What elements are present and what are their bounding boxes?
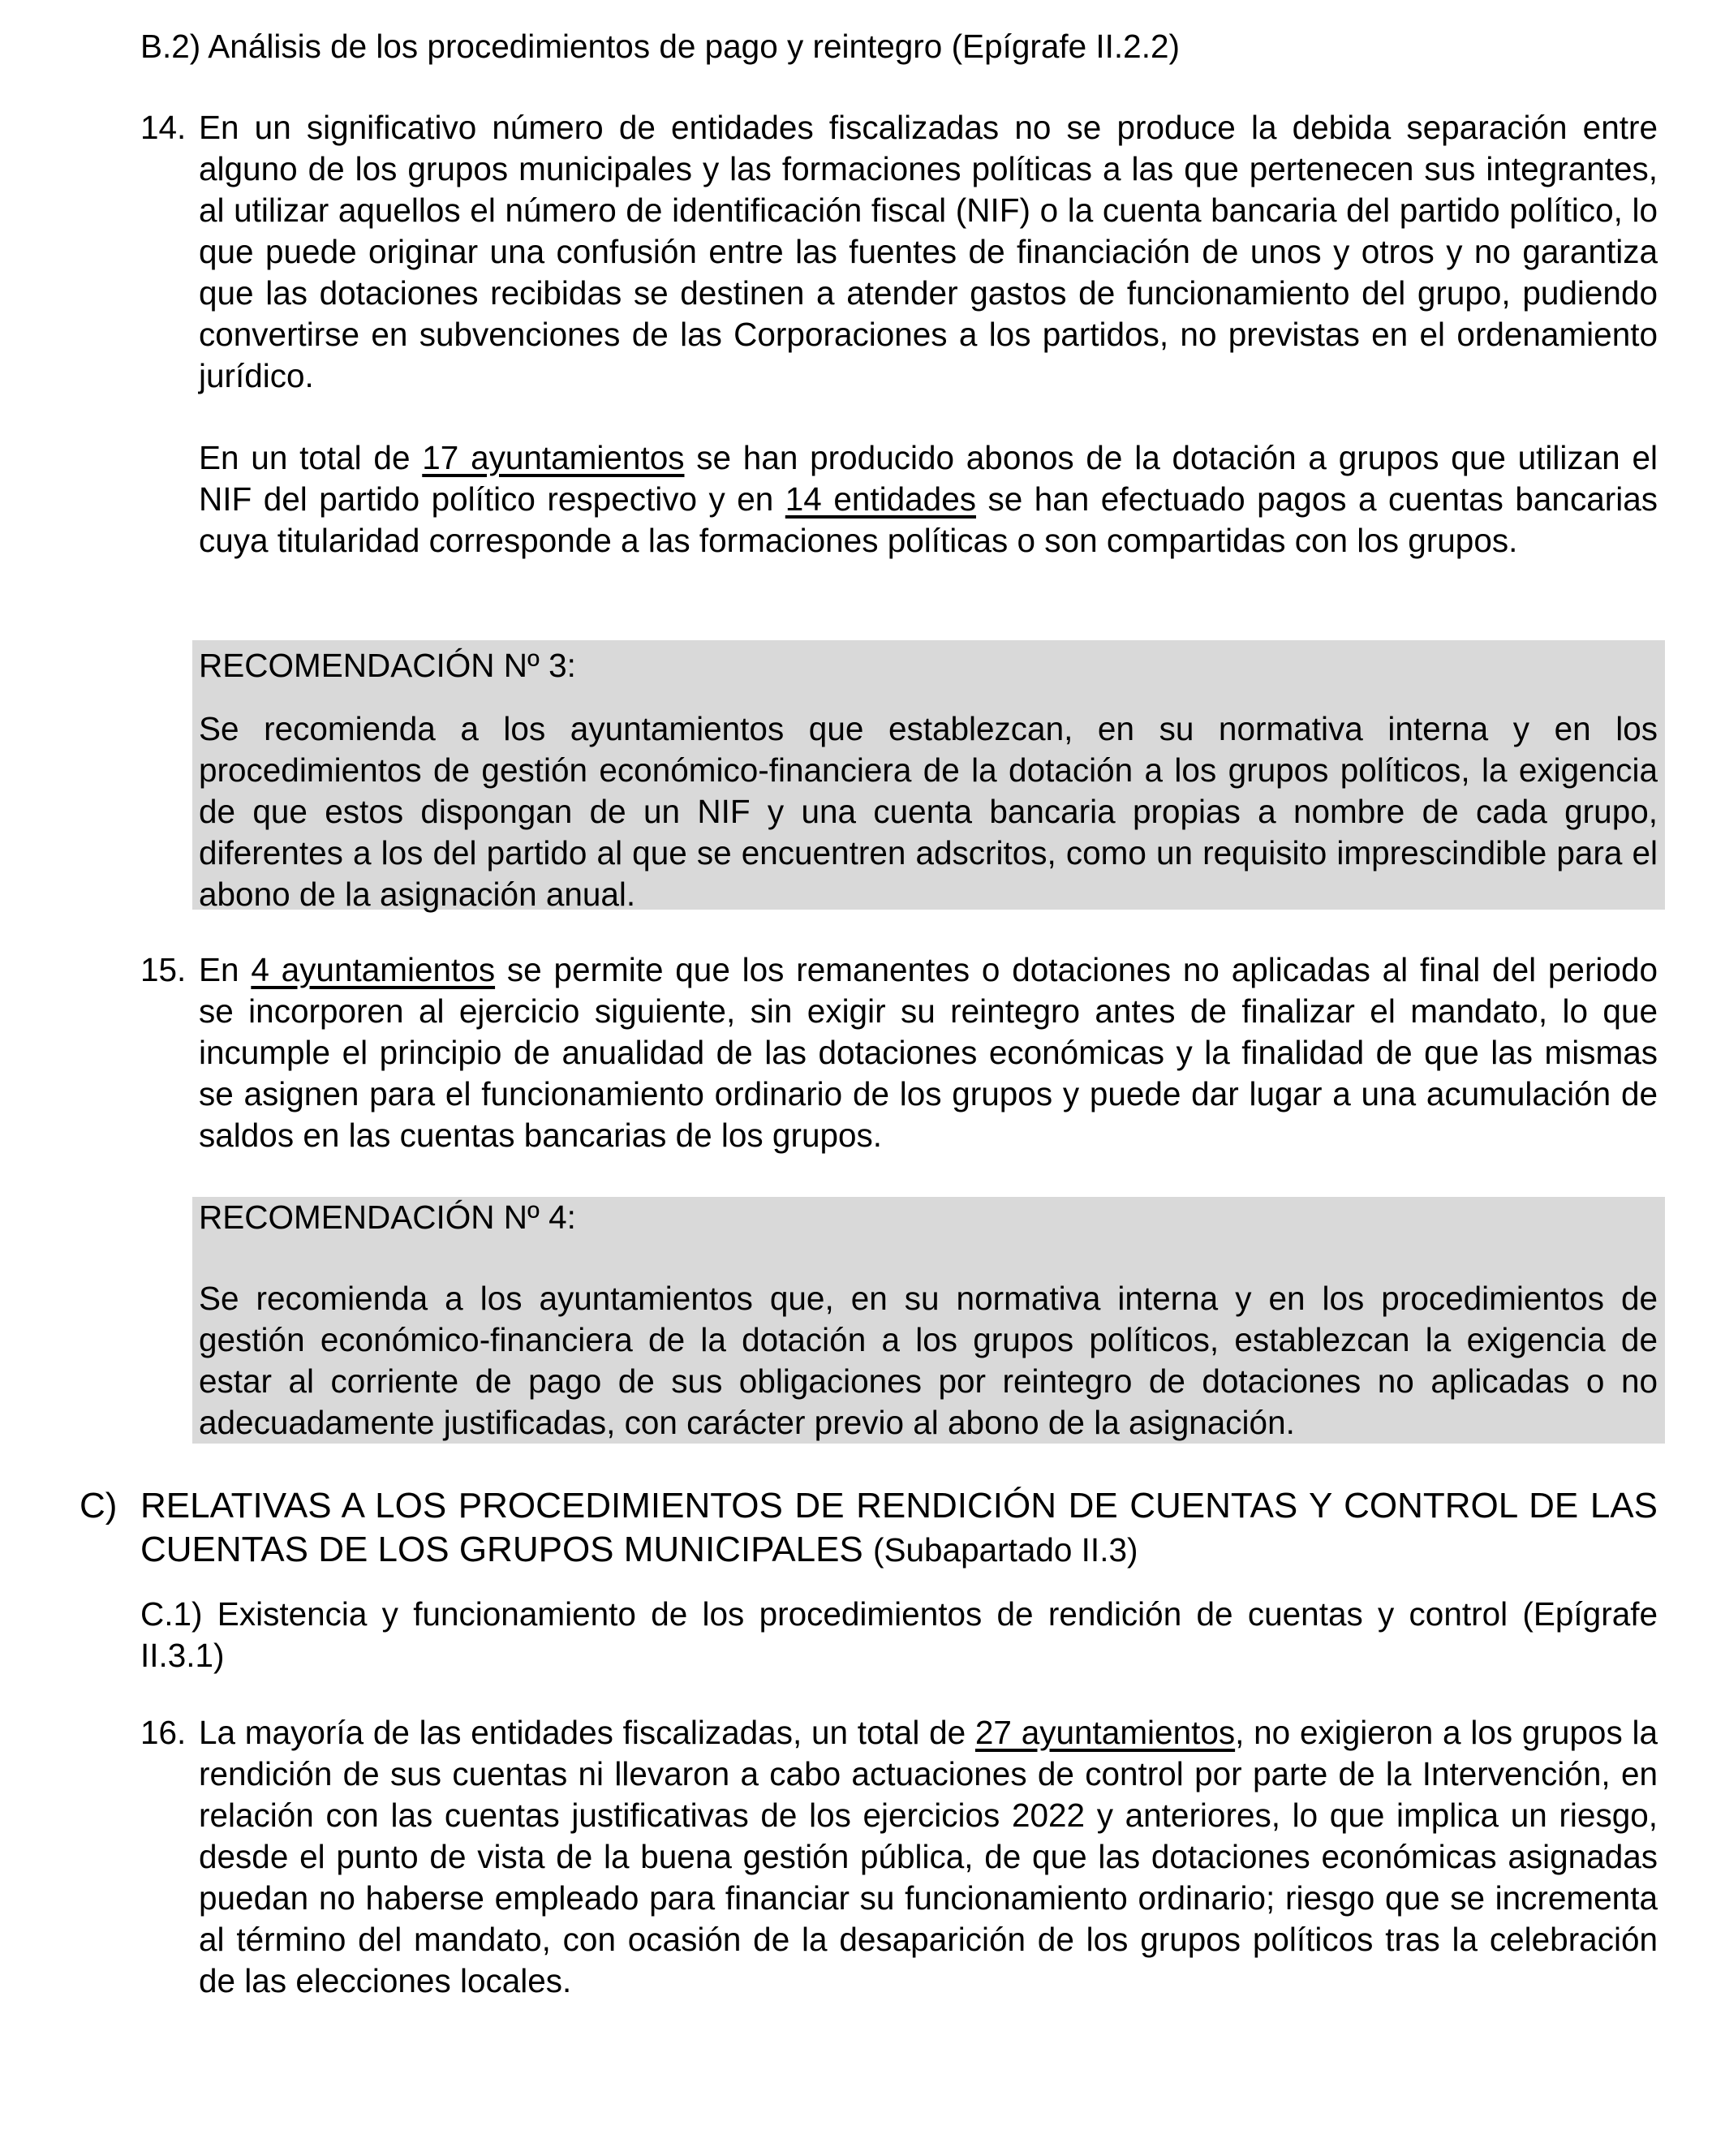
recommendation-3-title: RECOMENDACIÓN Nº 3:: [199, 647, 576, 684]
item-14-text-post: se han efectuado pagos a cuentas bancarias cuya titularidad corresponde a las formaciones políticas o son compartidas con los grupos.: [199, 480, 1658, 559]
item-16-highlight-27-ayuntamientos: 27 ayuntamientos: [974, 1714, 1236, 1751]
item-14-paragraph-1: En un significativo número de entidades fiscalizadas no se produce la debida separación entre alguno de los grupos municipales y las formaciones políticas a las que pertenecen sus integrantes, al utilizar aquellos el número de identificación fiscal (NIF) o la cuenta bancaria del partido político, lo que puede originar una confusión entre las fuentes de financiación de unos y otros y no garantiza que las dotaciones recibidas se destinen a atender gastos de funcionamiento del grupo, pudiendo convertirse en subvenciones de las Corporaciones a los partidos, no previstas en el ordenamiento jurídico.: [199, 109, 1658, 394]
recommendation-4-box: [192, 1197, 1665, 1444]
recommendation-3-box: [192, 640, 1665, 913]
item-15-text-post: se permite que los remanentes o dotaciones no aplicadas al final del periodo se incorporen al ejercicio siguiente, sin exigir su reintegro antes de finalizar el mandato, lo que incumple el principio de anualidad de las dotaciones económicas y la finalidad de que las mismas se asignen para el funcionamiento ordinario de los grupos y puede dar lugar a una acumulación de saldos en las cuentas bancarias de los grupos.: [199, 951, 1658, 1154]
heading-c1: C.1) Existencia y funcionamiento de los procedimientos de rendición de cuentas y control (Epígrafe II.3.1): [140, 1595, 1658, 1674]
item-16-text-pre: La mayoría de las entidades fiscalizadas, un total de: [199, 1714, 975, 1751]
item-15-text-pre: En: [199, 951, 252, 988]
section-c-title: [140, 1484, 1658, 1572]
item-16-text-post: , no exigieron a los grupos la rendición de sus cuentas ni llevaron a cabo actuaciones de control por parte de la Intervención, en relación con las cuentas justificativas de los ejercicios 2022 y anteriores, lo que implica un riesgo, desde el punto de vista de la buena gestión pública, de que las dotaciones económicas asignadas puedan no haberse empleado para financiar su funcionamiento ordinario; riesgo que se incrementa al término del mandato, con ocasión de la desaparición de los grupos políticos tras la celebración de las elecciones locales.: [199, 1714, 1658, 1999]
item-14-text-pre: En un total de: [199, 439, 423, 476]
recommendation-3-text: Se recomienda a los ayuntamientos que establezcan, en su normativa interna y en los procedimientos de gestión económico-financiera de la dotación a los grupos políticos, la exigencia de que estos dispongan de un NIF y una cuenta bancaria propias a nombre de cada grupo, diferentes a los del partido al que se encuentren adscritos, como un requisito imprescindible para el abono de la asignación anual.: [199, 710, 1658, 913]
section-c-subtitle: (Subapartado II.3): [873, 1531, 1138, 1569]
recommendation-4-title: RECOMENDACIÓN Nº 4:: [199, 1198, 576, 1236]
item-14-highlight-14-entidades: 14 entidades: [785, 480, 976, 518]
recommendation-4-text: Se recomienda a los ayuntamientos que, en su normativa interna y en los procedimientos de gestión económico-financiera de la dotación a los grupos políticos, establezcan la exigencia de estar al corriente de pago de sus obligaciones por reintegro de dotaciones no aplicadas o no adecuadamente justificadas, con carácter previo al abono de la asignación.: [199, 1280, 1658, 1441]
item-15-number: 15.: [140, 951, 187, 988]
item-14-number: 14.: [140, 109, 187, 146]
item-14-text-mid: se han producido abonos de la dotación a grupos que utilizan el NIF del partido político respectivo y en: [199, 439, 1658, 518]
item-16-paragraph: [199, 1712, 1658, 2002]
section-c-letter: C): [80, 1486, 118, 1526]
heading-b2: B.2) Análisis de los procedimientos de pago y reintegro (Epígrafe II.2.2): [140, 28, 1180, 65]
item-15-highlight-4-ayuntamientos: 4 ayuntamientos: [251, 951, 496, 988]
section-c-title-text: RELATIVAS A LOS PROCEDIMIENTOS DE RENDICIÓN DE CUENTAS Y CONTROL DE LAS CUENTAS DE LOS GRUPOS MUNICIPALES: [140, 1486, 1658, 1569]
item-14-paragraph-2: [199, 437, 1658, 562]
item-16-number: 16.: [140, 1714, 187, 1751]
item-14-highlight-17-ayuntamientos: 17 ayuntamientos: [422, 439, 685, 476]
item-15-paragraph: [199, 949, 1658, 1156]
